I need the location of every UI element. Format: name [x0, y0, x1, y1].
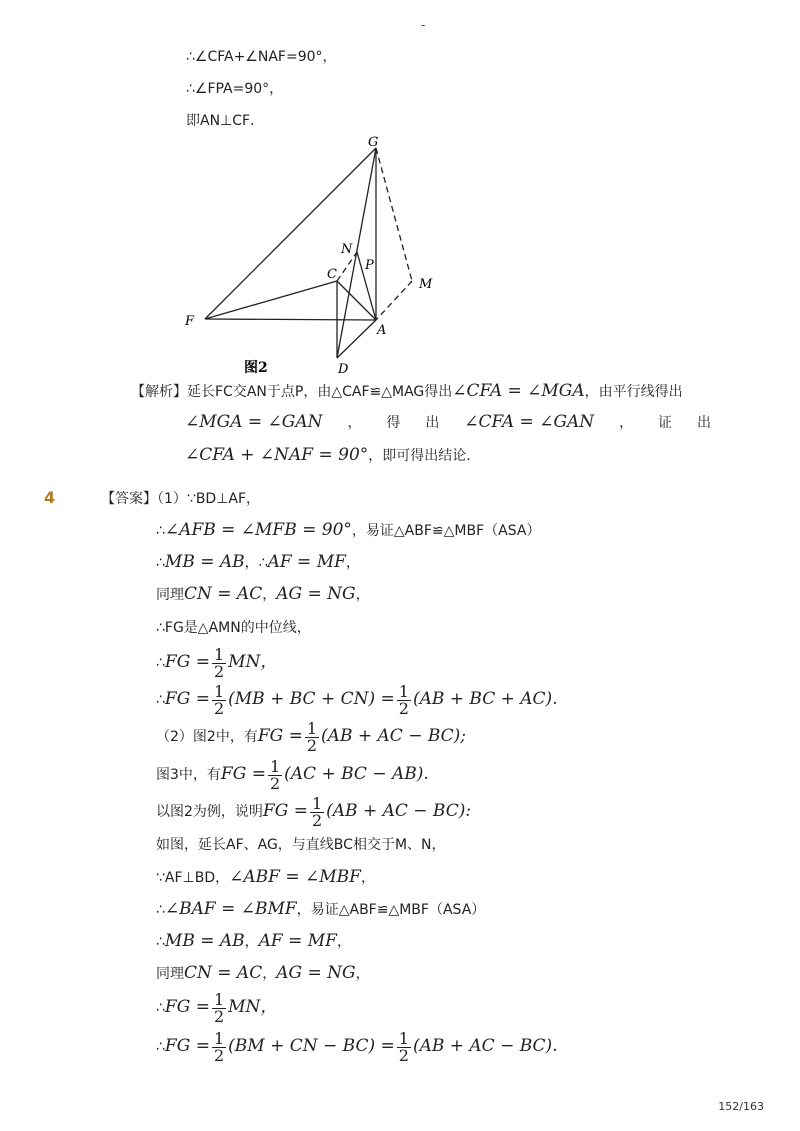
label-P: P [365, 258, 374, 273]
label-D: D [338, 362, 349, 377]
header-mark: - [421, 18, 426, 32]
answer-line: 以图2为例，说明FG = $\frac{1}{2}$ (AB + AC − BC): [156, 793, 472, 830]
answer-line: ∴FG = $\frac{1}{2}$ (MB + BC + CN) = $\frac{1}{2}$ (AB + BC + AC). [156, 681, 558, 718]
segment-MA-dashed [376, 281, 412, 320]
analysis-line-3: ∠CFA + ∠NAF = 90°，即可得出结论． [185, 445, 481, 465]
answer-line: 同理CN = AC，AG = NG， [156, 963, 370, 983]
fraction: $\frac{1}{2}$ [398, 681, 409, 718]
answer-line: （2）图2中，有FG = $\frac{1}{2}$ (AB + AC − BC); [156, 718, 467, 755]
fraction: $\frac{1}{2}$ [213, 681, 225, 718]
segment-FG [205, 148, 376, 319]
text-line: 即AN⊥CF． [186, 113, 265, 129]
answer-line: 如图，延长AF、AG，与直线BC相交于M、N， [156, 837, 446, 853]
segment-GM-dashed [376, 148, 412, 281]
answer-tag: 【答案】 [101, 491, 157, 507]
answer-line: ∴FG = $\frac{1}{2}$ (BM + CN − BC) = $\frac{1}{2}$ (AB + AC − BC). [156, 1028, 558, 1065]
text-line: ∴∠CFA+∠NAF=90°， [186, 49, 337, 65]
geometry-figure [0, 0, 800, 400]
question-number: 4 [44, 488, 56, 507]
label-F: F [185, 314, 195, 329]
answer-line: 图3中，有FG = $\frac{1}{2}$ (AC + BC − AB). [156, 756, 429, 793]
fraction: $\frac{1}{2}$ [213, 1028, 225, 1065]
answer-line-1: 【答案】（1）∵BD⊥AF， [101, 491, 261, 507]
answer-line: ∴FG = $\frac{1}{2}$ MN， [156, 644, 278, 681]
fraction: $\frac{1}{2}$ [311, 793, 323, 830]
answer-line: 同理CN = AC，AG = NG， [156, 584, 370, 604]
analysis-line-1: 【解析】延长FC交AN于点P，由△CAF≌△MAG得出∠CFA = ∠MGA，由平行线得出 [131, 381, 683, 401]
fraction: $\frac{1}{2}$ [306, 718, 318, 755]
answer-line: ∴∠AFB = ∠MFB = 90°，易证△ABF≌△MBF（ASA） [156, 520, 541, 540]
figure-caption: 图2 [244, 360, 268, 376]
answer-line: ∴FG是△AMN的中位线， [156, 620, 311, 636]
analysis-tag: 【解析】 [131, 384, 187, 400]
label-G: G [368, 135, 379, 150]
label-A: A [377, 323, 387, 338]
label-N: N [341, 242, 353, 257]
fraction: $\frac{1}{2}$ [269, 756, 281, 793]
page-number: 152/163 [718, 1100, 764, 1113]
answer-line: ∵AF⊥BD，∠ABF = ∠MBF， [156, 867, 375, 887]
answer-line: ∴MB = AB，AF = MF， [156, 931, 351, 951]
fraction: $\frac{1}{2}$ [213, 989, 225, 1026]
fraction: $\frac{1}{2}$ [398, 1028, 409, 1065]
label-M: M [419, 277, 433, 292]
answer-line: ∴∠BAF = ∠BMF，易证△ABF≌△MBF（ASA） [156, 899, 486, 919]
fraction: $\frac{1}{2}$ [213, 644, 225, 681]
text-line: ∴∠FPA=90°， [186, 81, 284, 97]
answer-line: ∴MB = AB，∴AF = MF， [156, 552, 360, 572]
label-C: C [327, 267, 337, 282]
answer-line: ∴FG = $\frac{1}{2}$ MN， [156, 989, 278, 1026]
segment-FA [205, 319, 376, 320]
analysis-line-2: ∠MGA = ∠GAN ， 得 出 ∠CFA = ∠GAN ， 证 出 [185, 412, 711, 432]
